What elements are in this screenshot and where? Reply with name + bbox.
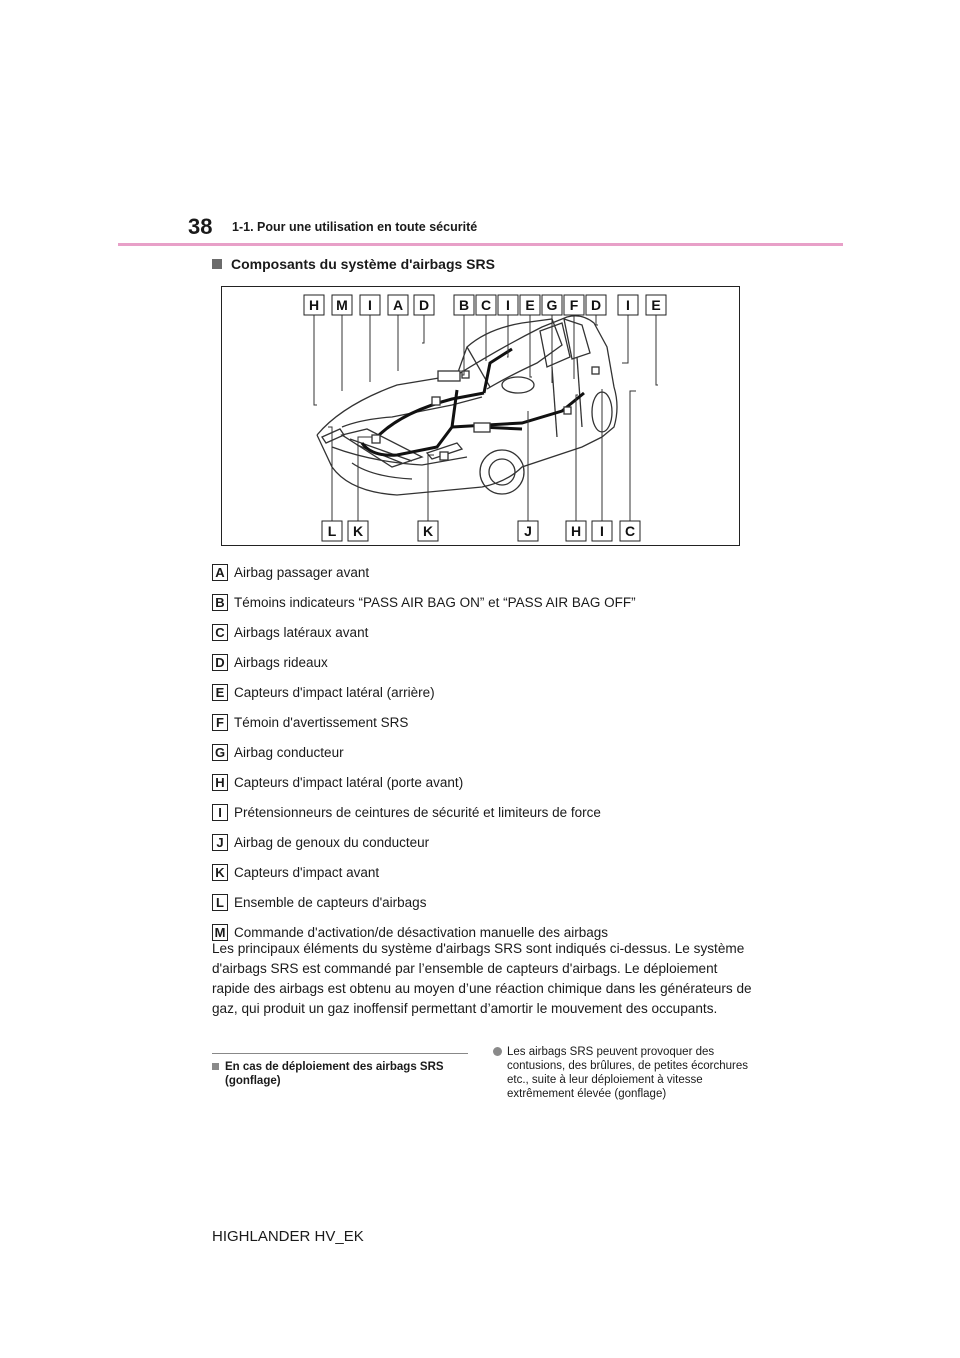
legend-text: Commande d'activation/de désactivation manuelle des airbags <box>234 924 609 940</box>
legend-key-badge: B <box>212 594 228 611</box>
callout-label <box>542 295 562 315</box>
legend-text: Prétensionneurs de ceintures de sécurité et limiteurs de force <box>234 804 601 820</box>
legend-text: Airbags latéraux avant <box>234 624 369 640</box>
callout-label <box>476 295 496 315</box>
svg-text:I: I <box>506 297 510 313</box>
top-callout-labels <box>304 295 666 315</box>
callout-label <box>620 521 640 541</box>
callout-leader-line <box>530 315 532 377</box>
legend-item <box>212 617 752 647</box>
legend-key-badge: D <box>212 654 228 671</box>
callout-label <box>304 295 324 315</box>
svg-text:K: K <box>422 523 434 539</box>
callout-leader-line <box>596 315 598 325</box>
svg-text:I: I <box>600 523 604 539</box>
callout-leader-line <box>422 315 424 343</box>
note-heading-text: En cas de déploiement des airbags SRS (gonflage) <box>225 1061 444 1087</box>
svg-text:L: L <box>327 523 337 539</box>
callout-leader-line <box>314 315 317 405</box>
legend-text: Ensemble de capteurs d'airbags <box>234 894 427 910</box>
note-body <box>493 1045 753 1101</box>
svg-text:E: E <box>525 297 535 313</box>
legend-key-badge: E <box>212 684 228 701</box>
legend-key-badge: G <box>212 744 228 761</box>
callout-label <box>518 521 538 541</box>
airbag-components-figure <box>221 286 740 546</box>
callout-leader-line <box>656 315 658 385</box>
section-heading-text: Composants du système d'airbags SRS <box>231 256 495 272</box>
callout-leader-line <box>630 391 636 521</box>
legend-item <box>212 677 752 707</box>
svg-text:G: G <box>546 297 558 313</box>
callout-label <box>586 295 606 315</box>
vehicle-illustration <box>222 287 739 545</box>
chapter-title: 1-1. Pour une utilisation en toute sécurité <box>232 220 478 234</box>
svg-text:C: C <box>624 523 636 539</box>
square-bullet-icon <box>212 259 222 269</box>
callout-label <box>414 295 434 315</box>
callout-label <box>348 521 368 541</box>
legend-key-badge: M <box>212 924 228 941</box>
legend-item <box>212 557 752 587</box>
circle-bullet-icon <box>493 1047 502 1056</box>
svg-text:M: M <box>336 297 348 313</box>
legend-item <box>212 587 752 617</box>
header-divider <box>118 243 843 246</box>
legend-text: Capteurs d'impact latéral (arrière) <box>234 684 435 700</box>
legend-key-badge: K <box>212 864 228 881</box>
svg-text:D: D <box>418 297 430 313</box>
svg-text:B: B <box>458 297 470 313</box>
callout-label <box>520 295 540 315</box>
legend-text: Airbags rideaux <box>234 654 328 670</box>
svg-text:K: K <box>352 523 364 539</box>
callout-leader-line <box>576 395 578 521</box>
bottom-callout-labels <box>322 521 640 541</box>
svg-text:F: F <box>569 297 579 313</box>
legend-key-badge: C <box>212 624 228 641</box>
svg-text:J: J <box>524 523 532 539</box>
legend-item <box>212 737 752 767</box>
callout-label <box>360 295 380 315</box>
svg-text:I: I <box>368 297 372 313</box>
square-bullet-icon <box>212 1063 219 1070</box>
note-divider <box>212 1053 468 1054</box>
callout-label <box>418 521 438 541</box>
section-heading <box>212 256 495 272</box>
legend-item <box>212 887 752 917</box>
svg-text:H: H <box>308 297 320 313</box>
legend-key-badge: H <box>212 774 228 791</box>
callout-label <box>322 521 342 541</box>
legend-item <box>212 797 752 827</box>
legend-text: Airbag conducteur <box>234 744 344 760</box>
callout-label <box>332 295 352 315</box>
legend-item <box>212 857 752 887</box>
callout-label <box>566 521 586 541</box>
legend-text: Capteurs d'impact latéral (porte avant) <box>234 774 464 790</box>
svg-text:A: A <box>392 297 404 313</box>
callout-leader-line <box>622 315 628 363</box>
note-heading <box>212 1060 468 1088</box>
legend-text: Témoins indicateurs “PASS AIR BAG ON” et “PASS AIR BAG OFF” <box>234 594 636 610</box>
callout-label <box>454 295 474 315</box>
legend-key-badge: I <box>212 804 228 821</box>
footer-model: HIGHLANDER HV_EK <box>212 1228 364 1245</box>
legend-key-badge: J <box>212 834 228 851</box>
callout-leader-line <box>462 315 464 375</box>
legend-item <box>212 767 752 797</box>
description-paragraph: Les principaux éléments du système d'airbags SRS sont indiqués ci-dessus. Le système d'airbags SRS est commandé par l’ensemble de capteurs d'airbags. Le déploiement rapide des airbags est obtenu au moyen d’une réaction chimique dans les générateurs de gaz, qui produit un gaz inoffensif permettant d’amortir le mouvement des occupants. <box>212 941 752 1016</box>
legend-key-badge: L <box>212 894 228 911</box>
callout-leader-line <box>428 455 434 521</box>
svg-text:D: D <box>590 297 602 313</box>
legend-text: Capteurs d'impact avant <box>234 864 380 880</box>
legend-item <box>212 647 752 677</box>
legend-text: Airbag de genoux du conducteur <box>234 834 430 850</box>
note-body-text: Les airbags SRS peuvent provoquer des contusions, des brûlures, de petites écorchures etc., suite à leur déploiement à vitesse extrêmement élevée (gonflage) <box>507 1046 748 1100</box>
component-legend <box>212 557 752 947</box>
callout-label <box>646 295 666 315</box>
svg-text:E: E <box>651 297 661 313</box>
svg-text:C: C <box>480 297 492 313</box>
legend-item <box>212 827 752 857</box>
page-number: 38 <box>188 214 213 239</box>
legend-key-badge: A <box>212 564 228 581</box>
svg-text:I: I <box>626 297 630 313</box>
svg-text:H: H <box>570 523 582 539</box>
callout-label <box>498 295 518 315</box>
legend-text: Airbag passager avant <box>234 564 370 580</box>
callout-label <box>618 295 638 315</box>
callout-label <box>388 295 408 315</box>
legend-item <box>212 707 752 737</box>
callout-label <box>592 521 612 541</box>
legend-text: Témoin d'avertissement SRS <box>234 714 409 730</box>
car-outline-drawing <box>317 316 617 495</box>
callout-label <box>564 295 584 315</box>
legend-key-badge: F <box>212 714 228 731</box>
